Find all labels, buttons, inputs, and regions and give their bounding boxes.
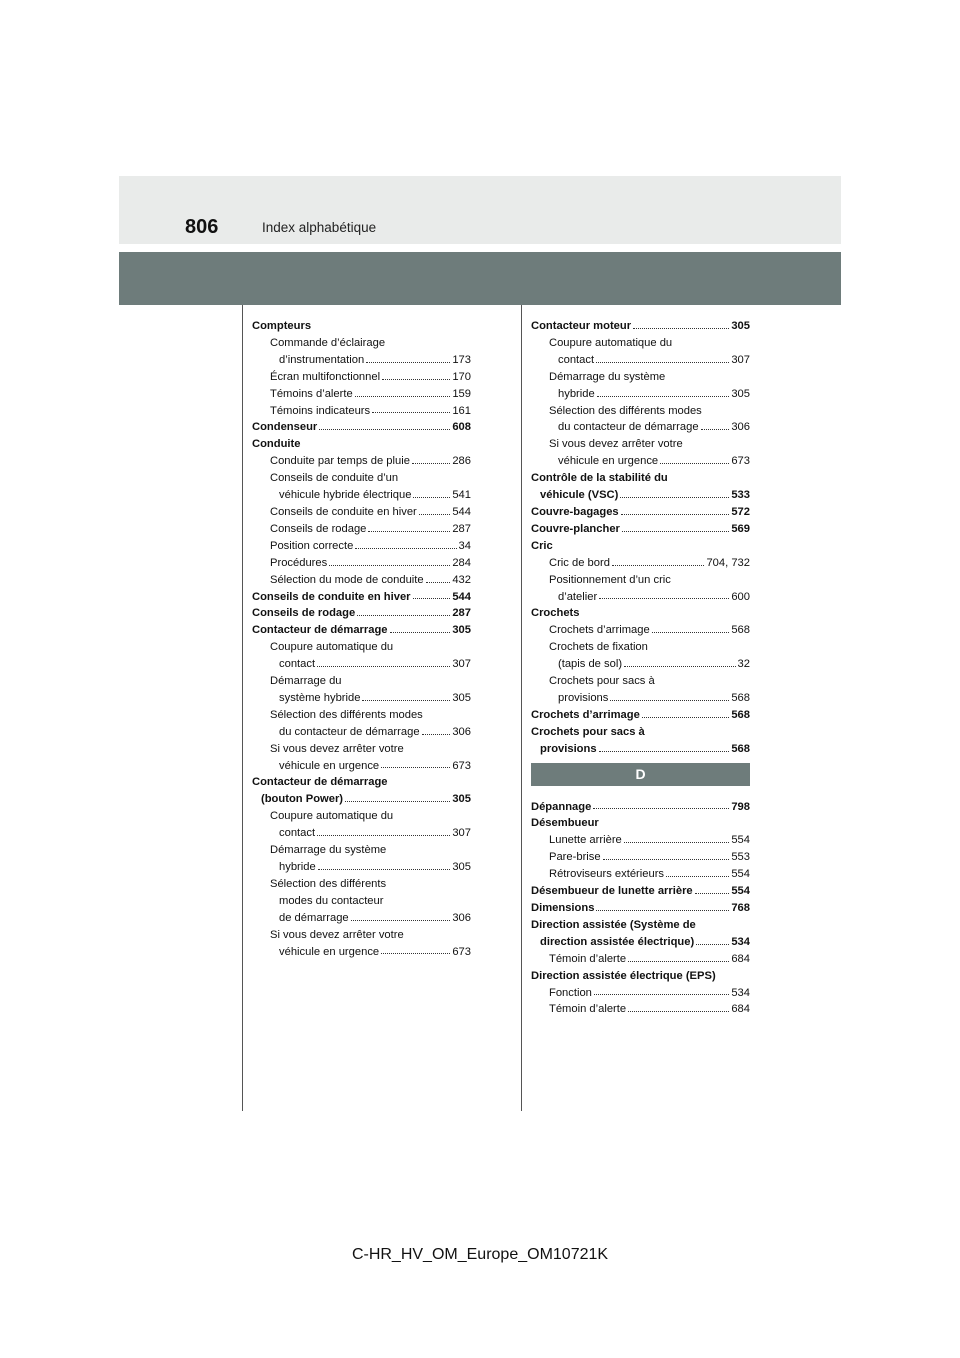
index-entry-page: 673 xyxy=(731,455,750,468)
index-entry xyxy=(531,741,750,758)
leader-dots xyxy=(701,428,730,430)
index-entry xyxy=(531,673,750,690)
index-entry-text: hybride xyxy=(558,387,595,400)
index-entry xyxy=(531,419,750,436)
index-entry-text: Témoin d’alerte xyxy=(549,952,627,965)
index-entry-text: de démarrage xyxy=(279,911,349,924)
index-entry-page: 544 xyxy=(452,590,471,603)
index-entry xyxy=(531,386,750,403)
index-entry-text: Contacteur moteur xyxy=(531,320,632,332)
index-entry xyxy=(252,453,471,470)
index-entry-page: 306 xyxy=(452,725,471,738)
index-entry-text: Compteurs xyxy=(252,320,312,332)
index-entry-page: 673 xyxy=(452,945,471,958)
index-entry-text: Crochets pour sacs à xyxy=(531,725,645,738)
index-entry xyxy=(252,318,471,335)
index-entry xyxy=(531,470,750,487)
leader-dots xyxy=(329,564,450,566)
index-entry-page: 544 xyxy=(452,505,471,518)
right-column-rule xyxy=(521,305,522,1111)
index-entry-page: 568 xyxy=(731,708,750,721)
index-entry-text: Dépannage xyxy=(531,800,592,813)
index-entry-text: Conseils de rodage xyxy=(252,607,356,620)
leader-dots xyxy=(381,766,450,768)
index-entry-text: Désembueur xyxy=(531,817,599,830)
index-entry xyxy=(252,335,471,352)
index-entry-text: Si vous devez arrêter votre xyxy=(549,438,683,451)
index-entry-text: Direction assistée électrique (EPS) xyxy=(531,969,716,982)
index-entry xyxy=(252,419,471,436)
index-entry-text: Contrôle de la stabilité du xyxy=(531,472,668,485)
index-entry-text: Lunette arrière xyxy=(549,834,622,847)
index-entry-text: provisions xyxy=(558,691,609,704)
index-entry-text: véhicule en urgence xyxy=(279,945,380,958)
index-entry xyxy=(252,622,471,639)
index-entry xyxy=(531,799,750,816)
index-entry xyxy=(252,487,471,504)
leader-dots xyxy=(696,943,729,945)
index-entry xyxy=(252,825,471,842)
index-entry-text: Procédures xyxy=(270,556,328,569)
leader-dots xyxy=(620,496,729,498)
leader-dots xyxy=(628,960,729,962)
index-entry xyxy=(252,690,471,707)
index-entry xyxy=(531,521,750,538)
left-column-rule xyxy=(242,305,243,1111)
leader-dots xyxy=(652,631,730,633)
index-entry-text: Conseils de rodage xyxy=(270,522,367,535)
index-entry-page: 533 xyxy=(731,489,750,502)
index-entry xyxy=(252,842,471,859)
leader-dots xyxy=(594,993,729,995)
index-entry xyxy=(531,832,750,849)
index-entry xyxy=(531,369,750,386)
index-entry-page: 305 xyxy=(731,387,750,400)
index-entry-page: 673 xyxy=(452,759,471,772)
index-entry xyxy=(531,436,750,453)
index-entry-page: 286 xyxy=(452,455,471,468)
index-entry-text: Condenseur xyxy=(252,421,318,434)
index-entry-text: Dimensions xyxy=(531,902,595,914)
index-entry-text: Sélection des différents xyxy=(270,877,387,890)
index-entry xyxy=(252,605,471,622)
leader-dots xyxy=(603,858,730,860)
index-entry-page: 161 xyxy=(452,404,471,417)
index-entry-text: véhicule hybride électrique xyxy=(279,489,412,502)
index-entry-page: 307 xyxy=(452,658,471,671)
index-entry xyxy=(531,555,750,572)
index-entry-page: 572 xyxy=(731,505,750,518)
index-entry-text: Crochets pour sacs à xyxy=(549,675,655,688)
leader-dots xyxy=(413,496,450,498)
index-entry-page: 306 xyxy=(452,911,471,924)
index-entry-text: Crochets d’arrimage xyxy=(531,708,640,721)
index-entry-text: hybride xyxy=(279,861,316,873)
leader-dots xyxy=(426,581,451,583)
index-entry-page: 284 xyxy=(452,556,471,569)
index-entry-page: 568 xyxy=(731,624,750,637)
leader-dots xyxy=(422,733,451,735)
index-entry xyxy=(531,318,750,335)
index-entry xyxy=(531,707,750,724)
index-entry-text: Conduite par temps de pluie xyxy=(270,455,410,468)
index-entry xyxy=(252,741,471,758)
index-entry-page: 568 xyxy=(731,742,750,755)
index-entry-text: Crochets de fixation xyxy=(549,641,648,654)
index-entry-text: Contacteur de démarrage xyxy=(252,624,388,637)
index-entry-text: Coupure automatique du xyxy=(549,336,673,349)
leader-dots xyxy=(610,699,729,701)
leader-dots xyxy=(599,750,730,752)
leader-dots xyxy=(413,597,451,599)
index-entry-page: 684 xyxy=(731,1003,750,1016)
leader-dots xyxy=(351,919,451,921)
index-entry xyxy=(531,917,750,934)
leader-dots xyxy=(381,952,450,954)
index-entry-text: du contacteur de démarrage xyxy=(279,725,420,738)
index-entry-text: modes du contacteur xyxy=(279,894,384,907)
index-entry xyxy=(252,386,471,403)
leader-dots xyxy=(642,716,730,718)
index-entry-page: 554 xyxy=(731,868,750,881)
index-entry-text: (bouton Power) xyxy=(261,793,344,806)
index-entry-text: Direction assistée (Système de xyxy=(531,918,696,931)
index-entry xyxy=(531,504,750,521)
index-entry xyxy=(252,927,471,944)
index-entry-text: Cric de bord xyxy=(549,556,610,569)
leader-dots xyxy=(695,892,730,894)
leader-dots xyxy=(624,665,736,667)
index-entry xyxy=(252,656,471,673)
index-entry-page: 32 xyxy=(737,658,750,671)
index-entry-text: Pare-brise xyxy=(549,851,601,864)
index-entry-text: Écran multifonctionnel xyxy=(270,370,381,383)
index-entry-text: direction assistée électrique) xyxy=(540,935,695,948)
leader-dots xyxy=(362,699,450,701)
index-entry xyxy=(531,951,750,968)
index-entry-page: 541 xyxy=(452,489,471,502)
index-entry-page: 608 xyxy=(452,421,471,434)
leader-dots xyxy=(318,868,451,870)
index-entry-text: Cric xyxy=(531,539,553,552)
index-entry xyxy=(531,724,750,741)
index-entry-text: système hybride xyxy=(279,691,361,704)
index-entry-page: 34 xyxy=(458,539,471,552)
index-entry-text: véhicule en urgence xyxy=(279,759,380,772)
index-entry xyxy=(252,470,471,487)
index-entry-text: Conseils de conduite en hiver xyxy=(270,505,417,518)
index-entry-text: Sélection des différents modes xyxy=(270,708,423,721)
index-entry-text: Positionnement d’un cric xyxy=(549,573,671,586)
index-entry-text: Sélection des différents modes xyxy=(549,404,702,417)
index-entry xyxy=(531,883,750,900)
index-entry xyxy=(531,639,750,656)
index-entry xyxy=(531,985,750,1002)
index-group-c xyxy=(531,318,750,758)
leader-dots xyxy=(593,807,729,809)
index-entry-page: 159 xyxy=(452,387,471,400)
leader-dots xyxy=(382,378,450,380)
index-entry-text: Sélection du mode de conduite xyxy=(270,573,424,586)
leader-dots xyxy=(317,665,450,667)
index-entry-text: Conseils de conduite en hiver xyxy=(252,590,411,603)
index-entry-text: (tapis de sol) xyxy=(558,658,623,671)
index-entry xyxy=(531,622,750,639)
leader-dots xyxy=(596,909,729,911)
leader-dots xyxy=(633,327,729,329)
leader-dots xyxy=(345,800,450,802)
index-entry xyxy=(252,808,471,825)
index-entry xyxy=(252,639,471,656)
index-entry xyxy=(252,673,471,690)
index-entry-text: Si vous devez arrêter votre xyxy=(270,742,404,755)
index-entry-text: Démarrage du système xyxy=(549,370,666,383)
index-entry xyxy=(531,690,750,707)
footer-document-code: C-HR_HV_OM_Europe_OM10721K xyxy=(351,1246,609,1263)
index-entry-text: Position correcte xyxy=(270,539,354,552)
index-entry-text: Conseils de conduite d’un xyxy=(270,472,399,485)
index-entry-text: Commande d’éclairage xyxy=(270,336,386,349)
index-entry-page: 553 xyxy=(731,851,750,864)
index-entry xyxy=(531,403,750,420)
index-entry-text: d’atelier xyxy=(558,590,598,603)
index-entry xyxy=(531,453,750,470)
header-gray-bar xyxy=(119,252,841,305)
index-entry-text: Contacteur de démarrage xyxy=(252,776,388,789)
index-entry xyxy=(252,774,471,791)
index-entry xyxy=(252,572,471,589)
index-entry-page: 305 xyxy=(452,624,471,637)
leader-dots xyxy=(666,875,729,877)
index-entry-page: 704, 732 xyxy=(706,556,750,569)
index-entry xyxy=(531,605,750,622)
index-entry-page: 534 xyxy=(731,986,750,999)
index-entry-text: Couvre-bagages xyxy=(531,505,619,518)
index-entry-text: Si vous devez arrêter votre xyxy=(270,928,404,941)
leader-dots xyxy=(412,462,450,464)
index-entry-text: Crochets xyxy=(531,607,580,620)
index-entry xyxy=(252,791,471,808)
index-entry-text: contact xyxy=(279,827,316,840)
index-entry xyxy=(252,859,471,876)
index-entry-page: 307 xyxy=(731,353,750,366)
index-entry xyxy=(531,934,750,951)
leader-dots xyxy=(368,530,450,532)
index-entry-page: 287 xyxy=(452,522,471,535)
index-entry-page: 798 xyxy=(731,800,750,813)
leader-dots xyxy=(317,834,450,836)
page-number: 806 xyxy=(185,216,219,238)
index-entry-text: Témoins indicateurs xyxy=(270,404,371,417)
index-entry xyxy=(252,758,471,775)
index-entry xyxy=(531,572,750,589)
index-entry xyxy=(252,589,471,606)
leader-dots xyxy=(597,395,730,397)
index-entry xyxy=(252,521,471,538)
index-entry-page: 305 xyxy=(452,793,471,806)
leader-dots xyxy=(355,547,456,549)
leader-dots xyxy=(419,513,451,515)
index-column-left xyxy=(252,318,471,960)
index-entry-page: 684 xyxy=(731,952,750,965)
index-entry-text: Coupure automatique du xyxy=(270,641,394,654)
index-entry-text: Démarrage du système xyxy=(270,844,387,857)
index-entry xyxy=(531,900,750,917)
letter-heading-d: D xyxy=(531,763,750,786)
section-title: Index alphabétique xyxy=(262,220,377,235)
leader-dots xyxy=(660,462,729,464)
index-entry-text: contact xyxy=(279,658,316,671)
index-entry xyxy=(531,589,750,606)
index-entry xyxy=(252,436,471,453)
index-entry xyxy=(531,538,750,555)
index-entry-page: 432 xyxy=(452,573,471,586)
index-entry-page: 170 xyxy=(452,370,471,383)
index-entry xyxy=(252,504,471,521)
index-entry-page: 569 xyxy=(731,522,750,535)
leader-dots xyxy=(319,428,450,430)
leader-dots xyxy=(596,361,729,363)
index-entry-text: Fonction xyxy=(549,986,592,999)
index-entry xyxy=(252,707,471,724)
index-entry-page: 554 xyxy=(731,885,750,898)
leader-dots xyxy=(621,513,730,515)
leader-dots xyxy=(390,631,451,633)
index-entry xyxy=(252,403,471,420)
index-entry-page: 287 xyxy=(452,607,471,620)
index-entry-page: 768 xyxy=(731,902,750,914)
leader-dots xyxy=(366,361,450,363)
index-entry-text: Couvre-plancher xyxy=(531,522,620,535)
index-entry-text: contact xyxy=(558,353,595,366)
index-entry-text: véhicule (VSC) xyxy=(540,489,619,502)
index-entry-page: 554 xyxy=(731,834,750,847)
index-entry xyxy=(252,944,471,961)
index-entry-text: du contacteur de démarrage xyxy=(558,421,699,434)
index-entry xyxy=(531,849,750,866)
index-entry xyxy=(531,866,750,883)
index-entry-page: 534 xyxy=(731,935,750,948)
index-entry-text: Témoins d’alerte xyxy=(270,387,353,400)
index-entry-page: 173 xyxy=(452,353,471,366)
index-entry-page: 305 xyxy=(452,691,471,704)
index-entry xyxy=(252,369,471,386)
index-entry-text: provisions xyxy=(540,742,597,755)
index-entry-text: véhicule en urgence xyxy=(558,455,659,468)
leader-dots xyxy=(372,411,450,413)
index-entry-page: 568 xyxy=(731,691,750,704)
index-entry-page: 306 xyxy=(731,421,750,434)
index-entry-page: 305 xyxy=(452,861,471,873)
index-entry xyxy=(531,1001,750,1018)
leader-dots xyxy=(612,564,705,566)
index-entry-text: Coupure automatique du xyxy=(270,810,394,823)
leader-dots xyxy=(599,597,729,599)
index-entry xyxy=(252,910,471,927)
index-entry xyxy=(252,893,471,910)
index-entry-page: 600 xyxy=(731,590,750,603)
index-entry xyxy=(252,724,471,741)
index-entry xyxy=(252,352,471,369)
index-entry-text: Désembueur de lunette arrière xyxy=(531,885,693,898)
leader-dots xyxy=(622,530,729,532)
index-entry xyxy=(531,656,750,673)
index-entry-page: 307 xyxy=(452,827,471,840)
index-entry xyxy=(252,555,471,572)
index-entry xyxy=(531,335,750,352)
index-entry xyxy=(531,487,750,504)
index-entry-text: Témoin d’alerte xyxy=(549,1003,627,1016)
header-band xyxy=(119,176,841,244)
leader-dots xyxy=(628,1010,729,1012)
index-entry xyxy=(531,968,750,985)
leader-dots xyxy=(357,614,450,616)
index-entry xyxy=(252,538,471,555)
index-entry-page: 305 xyxy=(731,320,750,332)
index-entry-text: Conduite xyxy=(252,438,301,451)
index-entry-text: Démarrage du xyxy=(270,675,342,688)
index-entry-text: Rétroviseurs extérieurs xyxy=(549,868,665,881)
index-column-right xyxy=(531,318,750,1018)
index-group-d xyxy=(531,799,750,1019)
leader-dots xyxy=(355,395,451,397)
index-entry xyxy=(531,352,750,369)
leader-dots xyxy=(624,841,730,843)
index-entry xyxy=(531,815,750,832)
index-entry xyxy=(252,876,471,893)
index-entry-text: Crochets d’arrimage xyxy=(549,624,650,637)
index-entry-text: d’instrumentation xyxy=(279,353,365,366)
